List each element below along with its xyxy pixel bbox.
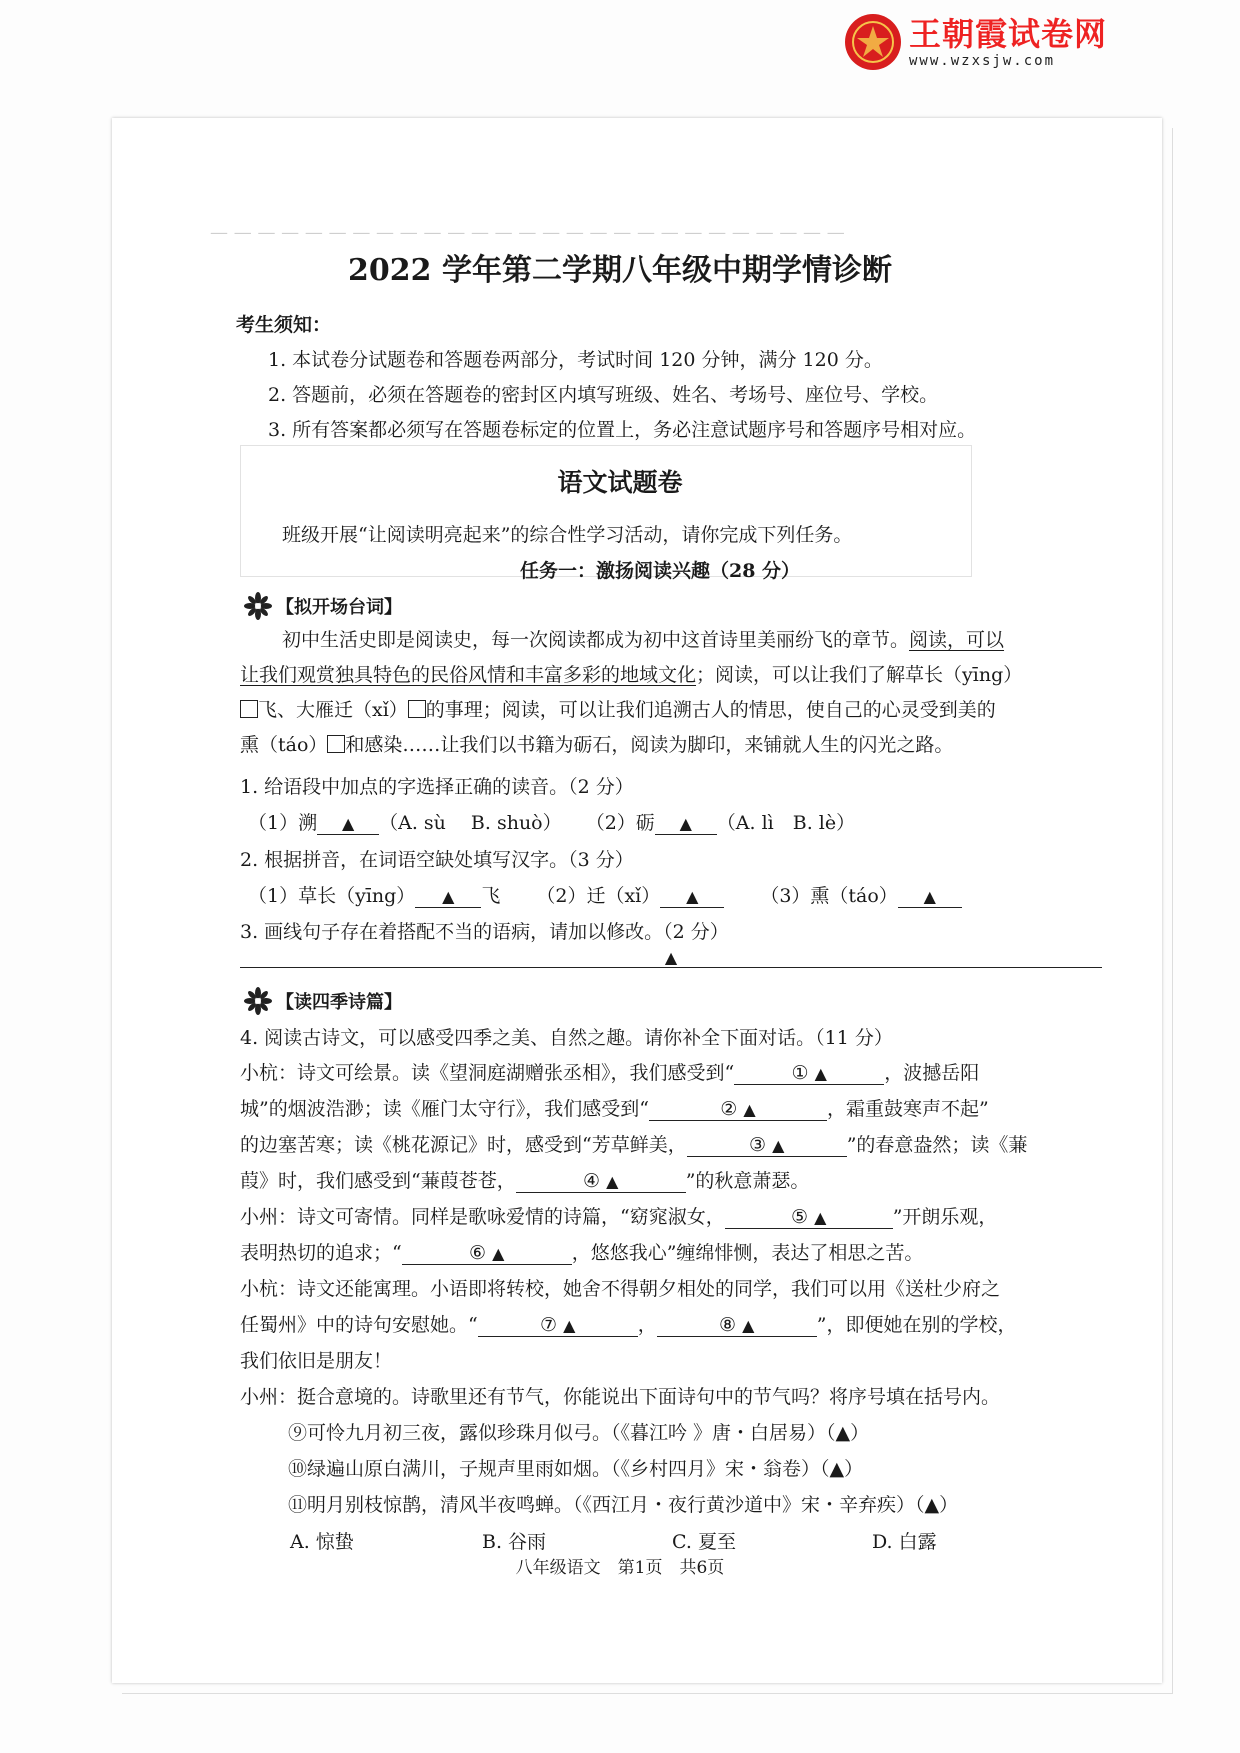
answer-blank[interactable]: [734, 1062, 884, 1085]
dialogue-text: 小杭：诗文可绘景。读《望洞庭湖赠张丞相》，我们感受到“: [240, 1062, 735, 1084]
paragraph-line: [240, 660, 1022, 687]
question-stem: 4. 阅读古诗文，可以感受四季之美、自然之趣。请你补全下面对话。（11 分）: [240, 1027, 893, 1049]
question-stem: 1. 给语段中加点的字选择正确的读音。（2 分）: [240, 776, 634, 798]
task-heading: 任务一：激扬阅读兴趣（28 分）: [520, 560, 801, 582]
paper-title: 语文试题卷: [557, 468, 683, 497]
poem-line: ⑪明月别枝惊鹊，清风半夜鸣蝉。（《西江月・夜行黄沙道中》宋・辛弃疾）（▲）: [288, 1494, 959, 1516]
dialogue-text: ”开朗乐观，: [892, 1206, 998, 1228]
site-logo: [843, 12, 1107, 72]
paragraph-line: [240, 730, 953, 757]
section-heading: [244, 987, 402, 1015]
blank-number: ②: [720, 1098, 738, 1120]
blank-number: ④: [583, 1170, 601, 1192]
dialogue-text: ，霜重鼓寒声不起”: [826, 1098, 989, 1120]
dialogue-line: [240, 1310, 1016, 1337]
answer-mark: ▲: [679, 814, 692, 833]
answer-blank[interactable]: [655, 812, 717, 835]
para-text: 熏（táo）: [240, 734, 328, 756]
dialogue-line: [240, 1238, 923, 1265]
para-text: 初中生活史即是阅读史，每一次阅读都成为初中这首诗里美丽纷飞的章节。: [282, 629, 910, 651]
answer-blank[interactable]: [478, 1314, 638, 1337]
dialogue-line: [240, 1094, 989, 1121]
para-text: 的事理；阅读，可以让我们追溯古人的情思，使自己的心灵受到美的: [425, 699, 996, 721]
answer-blank[interactable]: [687, 1134, 847, 1157]
dialogue-line: [240, 1202, 997, 1229]
option: D. 白露: [872, 1531, 937, 1553]
dialogue-text: ”的秋意萧瑟。: [685, 1170, 810, 1192]
dialogue-text: ”，即便她在别的学校，: [816, 1314, 1017, 1336]
section-title: 【拟开场台词】: [276, 597, 402, 618]
answer-mark: ▲: [606, 1172, 619, 1191]
answer-mark: ▲: [814, 1064, 827, 1083]
answer-mark: ▲: [743, 1100, 756, 1119]
blank-box: [240, 700, 258, 718]
section-title: 【读四季诗篇】: [276, 992, 402, 1013]
notice-item: 3. 所有答案都必须写在答题卷标定的位置上，务必注意试题序号和答题序号相对应。: [268, 419, 977, 441]
paragraph-line: [240, 695, 996, 722]
activity-intro: 班级开展“让阅读明亮起来”的综合性学习活动，请你完成下列任务。: [282, 524, 853, 546]
notice-item: 2. 答题前，必须在答题卷的密封区内填写班级、姓名、考场号、座位号、学校。: [268, 384, 939, 406]
answer-blank[interactable]: [657, 1314, 817, 1337]
poem-line: ⑩绿遍山原白满川，子规声里雨如烟。（《乡村四月》宋・翁卷）（▲）: [288, 1458, 864, 1480]
blank-box: [408, 700, 426, 718]
answer-blank[interactable]: [516, 1170, 686, 1193]
blank-number: ⑦: [540, 1314, 558, 1336]
notice-heading: 考生须知：: [236, 314, 332, 336]
bleed-through-text: — — — — — — — — — — — — — — — — — — — — — — — — — — —: [210, 222, 845, 243]
answer-mark: ▲: [923, 887, 936, 906]
answer-blank[interactable]: [317, 812, 379, 835]
paragraph-line: [282, 625, 1004, 652]
blank-number: ⑧: [719, 1314, 737, 1336]
poem-line: ⑨可怜九月初三夜，露似珍珠月似弓。（《暮江吟 》唐・白居易）（▲）: [288, 1422, 870, 1444]
blank-box: [327, 735, 345, 753]
seal-icon: [843, 12, 903, 72]
flower-icon: [244, 592, 272, 620]
blank-number: ③: [749, 1134, 767, 1156]
flower-icon: [244, 987, 272, 1015]
blank-number: ①: [791, 1062, 809, 1084]
dialogue-text: ，波撼岳阳: [884, 1062, 980, 1084]
item-label: （2）迁（xǐ）: [536, 885, 661, 907]
option: B. 谷雨: [482, 1531, 547, 1553]
dialogue-text: 表明热切的追求；“: [240, 1242, 402, 1264]
underlined-text: 阅读，可以: [909, 629, 1005, 651]
answer-blank[interactable]: [725, 1206, 893, 1229]
section-heading: [244, 592, 402, 620]
answer-mark: ▲: [814, 1208, 827, 1227]
item-label: （2）砺: [585, 812, 655, 834]
option: A. 惊蛰: [290, 1531, 354, 1553]
para-text: 和感染……让我们以书籍为砺石，阅读为脚印，来铺就人生的闪光之路。: [345, 734, 954, 756]
dialogue-text: ”的春意盎然；读《蒹: [846, 1134, 1028, 1156]
answer-mark: ▲: [341, 814, 355, 833]
answer-mark: ▲: [686, 887, 699, 906]
dialogue-line: 我们依旧是朋友！: [240, 1350, 393, 1372]
item-label: （3）熏（táo）: [760, 885, 898, 907]
logo-url: www.wzxsjw.com: [909, 53, 1056, 69]
answer-mark: ▲: [772, 1136, 785, 1155]
dialogue-line: 小杭：诗文还能寓理。小语即将转校，她舍不得朝夕相处的同学，我们可以用《送杜少府之: [240, 1278, 1001, 1300]
dialogue-text: 任蜀州》中的诗句安慰她。“: [240, 1314, 478, 1336]
item-text: 飞: [481, 885, 501, 907]
logo-name: 王朝霞试卷网: [909, 15, 1108, 53]
question-stem: 2. 根据拼音，在词语空缺处填写汉字。（3 分）: [240, 849, 634, 871]
item-options: （A. sù B. shuò）: [379, 812, 562, 834]
answer-mark: ▲: [442, 887, 455, 906]
dialogue-text: 葭》时，我们感受到“蒹葭苍苍，: [240, 1170, 516, 1192]
answer-mark: ▲: [492, 1244, 505, 1263]
answer-blank[interactable]: [415, 885, 481, 908]
dialogue-line: 小州：挺合意境的。诗歌里还有节气，你能说出下面诗句中的节气吗？将序号填在括号内。: [240, 1386, 1001, 1408]
answer-blank[interactable]: [402, 1242, 572, 1265]
question-item: [248, 881, 962, 908]
answer-mark: ▲: [664, 948, 678, 967]
dialogue-text: 城”的烟波浩渺；读《雁门太守行》，我们感受到“: [240, 1098, 649, 1120]
option: C. 夏至: [672, 1531, 736, 1553]
dialogue-text: ，: [637, 1314, 657, 1336]
underlined-text: 让我们观赏独具特色的民俗风情和丰富多彩的地域文化: [240, 664, 697, 686]
answer-mark: ▲: [742, 1316, 755, 1335]
blank-number: ⑥: [469, 1242, 487, 1264]
answer-mark: ▲: [563, 1316, 576, 1335]
answer-blank[interactable]: [649, 1098, 827, 1121]
question-item: [248, 808, 855, 835]
notice-item: 1. 本试卷分试题卷和答题卷两部分，考试时间 120 分钟，满分 120 分。: [268, 349, 883, 371]
answer-blank[interactable]: [898, 885, 962, 908]
page-footer: 八年级语文 第1页 共6页: [515, 1558, 725, 1578]
question-stem: 3. 画线句子存在着搭配不当的语病，请加以修改。（2 分）: [240, 921, 729, 943]
dialogue-line: [240, 1058, 979, 1085]
dialogue-line: [240, 1166, 809, 1193]
dialogue-text: 小州：诗文可寄情。同样是歌咏爱情的诗篇，“窈窕淑女，: [240, 1206, 725, 1228]
blank-number: ⑤: [791, 1206, 809, 1228]
answer-line[interactable]: [240, 948, 1102, 968]
para-text: ；阅读，可以让我们了解草长（yīng）: [696, 664, 1023, 686]
exam-title: 2022 学年第二学期八年级中期学情诊断: [348, 253, 892, 288]
item-label: （1）溯: [248, 812, 318, 834]
dialogue-text: ，悠悠我心”缠绵悱恻，表达了相思之苦。: [571, 1242, 924, 1264]
dialogue-line: [240, 1130, 1027, 1157]
dialogue-text: 的边塞苦寒；读《桃花源记》时，感受到“芳草鲜美，: [240, 1134, 687, 1156]
item-options: （A. lì B. lè）: [716, 812, 856, 834]
answer-blank[interactable]: [660, 885, 724, 908]
item-label: （1）草长（yīng）: [248, 885, 416, 907]
para-text: 飞、大雁迁（xǐ）: [258, 699, 408, 721]
